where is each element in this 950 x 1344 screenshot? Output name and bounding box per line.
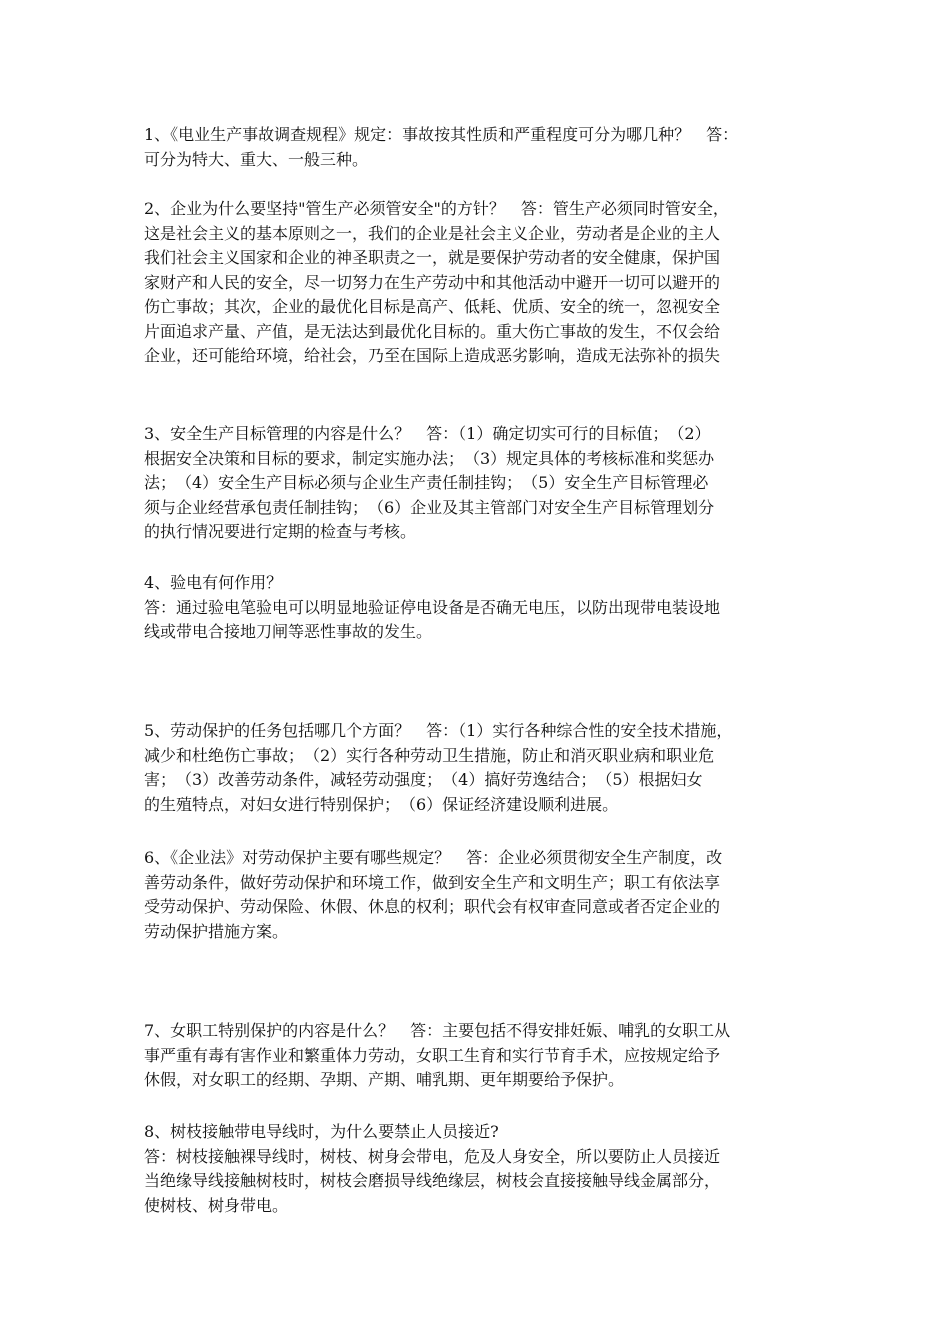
qa-item-5 bbox=[144, 719, 824, 817]
qa-item-3 bbox=[144, 422, 824, 545]
text-line: 2、企业为什么要坚持"管生产必须管安全"的方针？ 答：管生产必须同时管安全， bbox=[144, 199, 729, 218]
qa-item-8 bbox=[144, 1120, 824, 1218]
text-line: 片面追求产量、产值，是无法达到最优化目标的。重大伤亡事故的发生，不仅会给 bbox=[144, 321, 721, 341]
text-line: 答：通过验电笔验电可以明显地验证停电设备是否确无电压，以防出现带电装设地 bbox=[144, 597, 721, 617]
text-line: 减少和杜绝伤亡事故； （2）实行各种劳动卫生措施，防止和消灭职业病和职业危 bbox=[144, 745, 715, 765]
text-line: 休假，对女职工的经期、孕期、产期、哺乳期、更年期要给予保护。 bbox=[144, 1070, 625, 1089]
qa-item-7 bbox=[144, 1019, 824, 1093]
qa-item-4 bbox=[144, 571, 824, 645]
qa-item-6 bbox=[144, 846, 824, 944]
text-line: 可分为特大、重大、一般三种。 bbox=[144, 149, 369, 169]
text-line: 法； （4）安全生产目标必须与企业生产责任制挂钩； （5）安全生产目标管理必 bbox=[144, 473, 709, 492]
text-line: 我们社会主义国家和企业的神圣职责之一，就是要保护劳动者的安全健康，保护国 bbox=[144, 248, 721, 267]
text-line: 家财产和人民的安全，尽一切努力在生产劳动中和其他活动中避开一切可以避开的 bbox=[144, 272, 721, 292]
text-line: 这是社会主义的基本原则之一，我们的企业是社会主义企业，劳动者是企业的主人 bbox=[144, 223, 721, 243]
text-line: 当绝缘导线接触树枝时，树枝会磨损导线绝缘层，树枝会直接接触导线金属部分， bbox=[144, 1171, 721, 1190]
text-line: 线或带电合接地刀闸等恶性事故的发生。 bbox=[144, 622, 433, 641]
text-line: 的执行情况要进行定期的检查与考核。 bbox=[144, 522, 417, 541]
text-line: 受劳动保护、劳动保险、休假、休息的权利；职代会有权审查同意或者否定企业的 bbox=[144, 897, 721, 916]
text-line: 根据安全决策和目标的要求，制定实施办法； （3）规定具体的考核标准和奖惩办 bbox=[144, 448, 715, 468]
qa-item-2 bbox=[144, 197, 824, 369]
qa-item-1 bbox=[144, 123, 824, 172]
text-line: 害； （3）改善劳动条件，减轻劳动强度； （4）搞好劳逸结合； （5）根据妇女 bbox=[144, 770, 703, 789]
text-line: 伤亡事故；其次，企业的最优化目标是高产、低耗、优质、安全的统一，忽视安全 bbox=[144, 297, 721, 316]
text-line: 劳动保护措施方案。 bbox=[144, 921, 289, 941]
text-line: 事严重有毒有害作业和繁重体力劳动，女职工生育和实行节育手术，应按规定给予 bbox=[144, 1045, 721, 1065]
text-line: 答：树枝接触裸导线时，树枝、树身会带电，危及人身安全，所以要防止人员接近 bbox=[144, 1146, 721, 1166]
text-line: 6、《企业法》对劳动保护主要有哪些规定？ 答：企业必须贯彻安全生产制度，改 bbox=[144, 848, 723, 867]
text-line: 企业，还可能给环境，给社会，乃至在国际上造成恶劣影响，造成无法弥补的损失 bbox=[144, 346, 721, 365]
text-line: 善劳动条件，做好劳动保护和环境工作，做到安全生产和文明生产；职工有依法享 bbox=[144, 872, 721, 892]
text-line: 4、验电有何作用？ bbox=[144, 573, 283, 592]
text-line: 1、《电业生产事故调查规程》规定：事故按其性质和严重程度可分为哪几种？ 答： bbox=[144, 125, 739, 144]
text-line: 7、女职工特别保护的内容是什么？ 答：主要包括不得安排妊娠、哺乳的女职工从 bbox=[144, 1021, 731, 1040]
text-line: 的生殖特点，对妇女进行特别保护； （6）保证经济建设顺利进展。 bbox=[144, 794, 619, 814]
text-line: 3、安全生产目标管理的内容是什么？ 答：（1）确定切实可行的目标值； （2） bbox=[144, 424, 711, 443]
text-line: 8、树枝接触带电导线时，为什么要禁止人员接近? bbox=[144, 1122, 499, 1141]
text-line: 使树枝、树身带电。 bbox=[144, 1195, 289, 1215]
text-line: 须与企业经营承包责任制挂钩； （6）企业及其主管部门对安全生产目标管理划分 bbox=[144, 497, 715, 517]
text-line: 5、劳动保护的任务包括哪几个方面？ 答：（1）实行各种综合性的安全技术措施， bbox=[144, 721, 733, 740]
